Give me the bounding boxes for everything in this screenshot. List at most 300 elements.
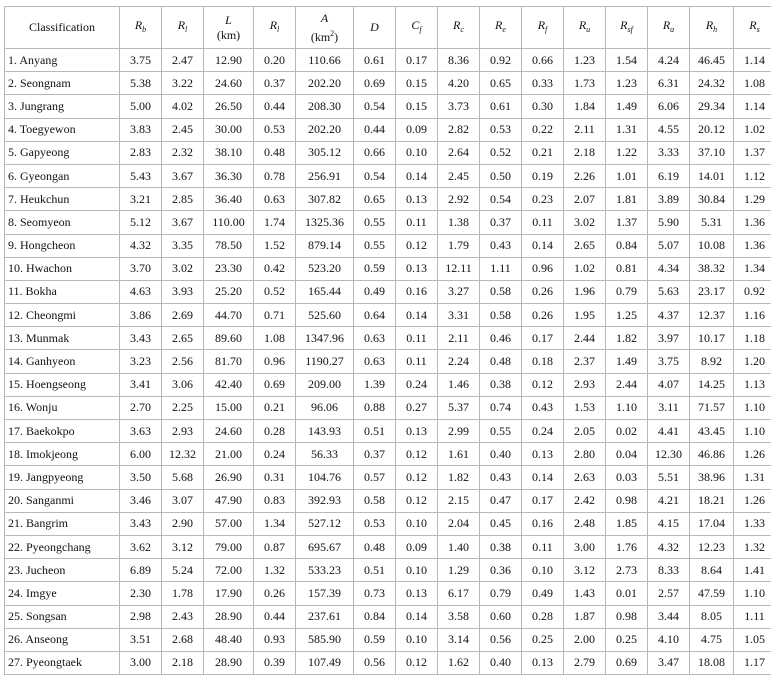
table-cell: 0.14: [396, 304, 438, 327]
table-cell: 12.32: [162, 443, 204, 466]
table-cell: 4.07: [648, 373, 690, 396]
table-cell: 1.14: [734, 49, 771, 72]
table-cell: 4.32: [648, 535, 690, 558]
header-subscript: c: [460, 25, 464, 34]
table-cell: 5.43: [120, 164, 162, 187]
table-cell: 1.02: [734, 118, 771, 141]
table-cell: 1.87: [564, 605, 606, 628]
table-cell: 1.20: [734, 350, 771, 373]
table-cell: 2.69: [162, 304, 204, 327]
table-cell: 1.49: [606, 95, 648, 118]
header-symbol: A: [321, 11, 328, 25]
table-cell: 3.47: [648, 651, 690, 674]
table-cell: 1.10: [734, 582, 771, 605]
table-cell: 1.38: [438, 211, 480, 234]
table-cell: 10.08: [690, 234, 734, 257]
table-cell: 0.17: [522, 327, 564, 350]
table-cell: 237.61: [296, 605, 354, 628]
table-cell: 0.63: [354, 327, 396, 350]
table-cell: 26.50: [204, 95, 254, 118]
table-cell: 47.90: [204, 489, 254, 512]
table-cell: 2.44: [606, 373, 648, 396]
table-cell: 1.18: [734, 327, 771, 350]
table-cell: 0.11: [396, 327, 438, 350]
table-cell: 0.13: [522, 443, 564, 466]
table-cell: 2.92: [438, 188, 480, 211]
header-classification: Classification: [5, 7, 120, 49]
table-cell: 2.85: [162, 188, 204, 211]
table-cell: 0.58: [480, 304, 522, 327]
table-cell: 18.08: [690, 651, 734, 674]
table-cell: 12.30: [648, 443, 690, 466]
table-cell: 0.83: [254, 489, 296, 512]
table-cell: 0.09: [396, 535, 438, 558]
table-cell: 28.90: [204, 605, 254, 628]
table-cell: 3.12: [162, 535, 204, 558]
table-cell: 3.63: [120, 420, 162, 443]
table-cell: 0.11: [522, 535, 564, 558]
table-cell: 527.12: [296, 512, 354, 535]
table-cell: 0.13: [396, 188, 438, 211]
table-cell: 26.90: [204, 466, 254, 489]
table-cell: 1.81: [606, 188, 648, 211]
header-col: [438, 7, 480, 49]
table-cell: 2.42: [564, 489, 606, 512]
table-cell: 0.55: [354, 211, 396, 234]
table-cell: 3.44: [648, 605, 690, 628]
header-col: [564, 7, 606, 49]
header-subscript: h: [713, 25, 717, 34]
table-cell: 8.64: [690, 559, 734, 582]
header-row: [5, 7, 771, 49]
table-cell: 1.10: [606, 396, 648, 419]
header-col: [254, 7, 296, 49]
table-cell: 0.23: [522, 188, 564, 211]
table-cell: 3.75: [120, 49, 162, 72]
table-cell: 29.34: [690, 95, 734, 118]
table-cell: 0.84: [354, 605, 396, 628]
table-cell: 0.69: [606, 651, 648, 674]
table-cell: 6.89: [120, 559, 162, 582]
table-cell: 0.79: [606, 280, 648, 303]
table-cell: 0.61: [354, 49, 396, 72]
table-cell: 0.78: [254, 164, 296, 187]
table-cell: 2.07: [564, 188, 606, 211]
table-cell: 107.49: [296, 651, 354, 674]
table-row: [5, 188, 771, 211]
table-cell: 2.65: [564, 234, 606, 257]
table-cell: 0.57: [354, 466, 396, 489]
table-cell: 2.11: [564, 118, 606, 141]
table-cell: 3.31: [438, 304, 480, 327]
table-cell: 3.33: [648, 141, 690, 164]
table-cell: 6.19: [648, 164, 690, 187]
table-cell: 3.50: [120, 466, 162, 489]
table-cell: 1.73: [564, 72, 606, 95]
header-subscript: f: [545, 25, 547, 34]
table-cell: 4.63: [120, 280, 162, 303]
table-cell: 585.90: [296, 628, 354, 651]
table-cell: 0.44: [354, 118, 396, 141]
header-col: [606, 7, 648, 49]
table-cell: 0.40: [480, 651, 522, 674]
table-cell: 0.25: [606, 628, 648, 651]
header-symbol: C: [411, 18, 419, 32]
table-cell: 0.10: [396, 512, 438, 535]
table-cell: 202.20: [296, 118, 354, 141]
table-cell: 96.06: [296, 396, 354, 419]
station-name: 6. Gyeongan: [5, 164, 120, 187]
header-col: [354, 7, 396, 49]
table-cell: 57.00: [204, 512, 254, 535]
table-cell: 1.40: [438, 535, 480, 558]
table-cell: 0.52: [480, 141, 522, 164]
table-cell: 3.43: [120, 512, 162, 535]
table-cell: 4.32: [120, 234, 162, 257]
table-cell: 0.28: [254, 420, 296, 443]
table-cell: 256.91: [296, 164, 354, 187]
table-row: [5, 651, 771, 674]
table-cell: 4.41: [648, 420, 690, 443]
table-cell: 3.02: [162, 257, 204, 280]
table-cell: 0.96: [254, 350, 296, 373]
table-cell: 392.93: [296, 489, 354, 512]
table-cell: 6.17: [438, 582, 480, 605]
table-cell: 0.10: [522, 559, 564, 582]
station-name: 26. Anseong: [5, 628, 120, 651]
table-cell: 1.78: [162, 582, 204, 605]
table-cell: 4.20: [438, 72, 480, 95]
header-subscript: sf: [628, 25, 633, 34]
table-cell: 0.10: [396, 141, 438, 164]
table-cell: 0.51: [354, 420, 396, 443]
table-cell: 0.12: [522, 373, 564, 396]
table-cell: 2.57: [648, 582, 690, 605]
table-cell: 1.08: [254, 327, 296, 350]
table-cell: 104.76: [296, 466, 354, 489]
table-cell: 6.00: [120, 443, 162, 466]
table-row: [5, 280, 771, 303]
table-cell: 0.33: [522, 72, 564, 95]
table-cell: 0.52: [254, 280, 296, 303]
table-cell: 3.07: [162, 489, 204, 512]
table-cell: 46.45: [690, 49, 734, 72]
table-cell: 0.13: [396, 420, 438, 443]
header-symbol: R: [453, 18, 460, 32]
station-name: 18. Imokjeong: [5, 443, 120, 466]
table-cell: 3.83: [120, 118, 162, 141]
table-cell: 0.73: [354, 582, 396, 605]
table-cell: 1.53: [564, 396, 606, 419]
table-cell: 3.62: [120, 535, 162, 558]
table-cell: 0.98: [606, 489, 648, 512]
table-row: [5, 164, 771, 187]
table-cell: 1.32: [734, 535, 771, 558]
table-cell: 89.60: [204, 327, 254, 350]
table-row: [5, 304, 771, 327]
table-cell: 1.12: [734, 164, 771, 187]
table-cell: 0.24: [254, 443, 296, 466]
table-row: [5, 489, 771, 512]
table-row: [5, 95, 771, 118]
table-cell: 0.26: [522, 280, 564, 303]
header-unit: (km: [311, 30, 330, 44]
table-cell: 0.64: [354, 304, 396, 327]
table-cell: 2.26: [564, 164, 606, 187]
table-cell: 3.41: [120, 373, 162, 396]
table-row: [5, 118, 771, 141]
table-cell: 1.08: [734, 72, 771, 95]
table-cell: 0.21: [254, 396, 296, 419]
table-cell: 1.82: [438, 466, 480, 489]
table-cell: 1.79: [438, 234, 480, 257]
table-cell: 0.37: [354, 443, 396, 466]
table-cell: 0.59: [354, 257, 396, 280]
table-cell: 1.31: [606, 118, 648, 141]
header-symbol: R: [135, 18, 142, 32]
table-cell: 0.10: [396, 559, 438, 582]
table-cell: 4.75: [690, 628, 734, 651]
table-cell: 0.16: [396, 280, 438, 303]
table-cell: 0.48: [254, 141, 296, 164]
table-cell: 3.27: [438, 280, 480, 303]
table-cell: 1.76: [606, 535, 648, 558]
table-cell: 202.20: [296, 72, 354, 95]
table-cell: 5.07: [648, 234, 690, 257]
table-cell: 8.05: [690, 605, 734, 628]
station-name: 10. Hwachon: [5, 257, 120, 280]
table-row: [5, 257, 771, 280]
table-cell: 0.30: [522, 95, 564, 118]
table-cell: 1.13: [734, 373, 771, 396]
table-cell: 0.59: [354, 628, 396, 651]
table-cell: 2.56: [162, 350, 204, 373]
table-cell: 21.00: [204, 443, 254, 466]
table-cell: 2.63: [564, 466, 606, 489]
table-cell: 165.44: [296, 280, 354, 303]
table-cell: 3.43: [120, 327, 162, 350]
table-cell: 0.79: [480, 582, 522, 605]
table-cell: 37.10: [690, 141, 734, 164]
table-cell: 0.13: [396, 257, 438, 280]
table-cell: 8.33: [648, 559, 690, 582]
table-cell: 0.54: [354, 95, 396, 118]
table-cell: 47.59: [690, 582, 734, 605]
table-cell: 3.00: [120, 651, 162, 674]
table-cell: 1.26: [734, 489, 771, 512]
table-cell: 23.17: [690, 280, 734, 303]
table-cell: 2.73: [606, 559, 648, 582]
table-cell: 10.17: [690, 327, 734, 350]
table-cell: 1.61: [438, 443, 480, 466]
header-col: [648, 7, 690, 49]
table-cell: 1.26: [734, 443, 771, 466]
table-row: [5, 350, 771, 373]
table-cell: 0.11: [396, 350, 438, 373]
station-name: 8. Seomyeon: [5, 211, 120, 234]
table-cell: 1.16: [734, 304, 771, 327]
header-subscript: b: [142, 25, 146, 34]
table-cell: 5.37: [438, 396, 480, 419]
station-name: 20. Sanganmi: [5, 489, 120, 512]
table-cell: 1.25: [606, 304, 648, 327]
header-symbol: R: [495, 18, 502, 32]
table-cell: 3.22: [162, 72, 204, 95]
table-cell: 0.03: [606, 466, 648, 489]
table-cell: 695.67: [296, 535, 354, 558]
header-col: [690, 7, 734, 49]
table-cell: 3.93: [162, 280, 204, 303]
table-cell: 0.31: [254, 466, 296, 489]
morphometric-table: [4, 6, 771, 675]
station-name: 11. Bokha: [5, 280, 120, 303]
table-cell: 0.65: [480, 72, 522, 95]
table-cell: 4.10: [648, 628, 690, 651]
table-cell: 0.14: [396, 605, 438, 628]
table-cell: 5.24: [162, 559, 204, 582]
header-unit-end: ): [334, 30, 338, 44]
table-cell: 0.55: [354, 234, 396, 257]
header-col: [522, 7, 564, 49]
table-cell: 23.30: [204, 257, 254, 280]
table-cell: 1.33: [734, 512, 771, 535]
table-cell: 2.15: [438, 489, 480, 512]
station-name: 3. Jungrang: [5, 95, 120, 118]
table-cell: 3.75: [648, 350, 690, 373]
table-body: [5, 49, 771, 675]
table-cell: 4.15: [648, 512, 690, 535]
table-cell: 2.24: [438, 350, 480, 373]
station-name: 27. Pyeongtaek: [5, 651, 120, 674]
table-cell: 0.96: [522, 257, 564, 280]
table-cell: 8.92: [690, 350, 734, 373]
table-cell: 1.02: [564, 257, 606, 280]
table-cell: 0.14: [396, 164, 438, 187]
table-cell: 0.16: [522, 512, 564, 535]
table-cell: 1.82: [606, 327, 648, 350]
table-cell: 0.40: [480, 443, 522, 466]
table-cell: 2.93: [162, 420, 204, 443]
table-cell: 4.24: [648, 49, 690, 72]
table-cell: 2.64: [438, 141, 480, 164]
table-cell: 0.12: [396, 443, 438, 466]
station-name: 25. Songsan: [5, 605, 120, 628]
table-cell: 0.17: [522, 489, 564, 512]
table-cell: 0.92: [480, 49, 522, 72]
table-cell: 1.49: [606, 350, 648, 373]
table-cell: 0.18: [522, 350, 564, 373]
header-subscript: a: [670, 25, 674, 34]
table-cell: 1.01: [606, 164, 648, 187]
table-cell: 0.63: [354, 350, 396, 373]
table-cell: 2.04: [438, 512, 480, 535]
table-cell: 3.02: [564, 211, 606, 234]
table-cell: 110.00: [204, 211, 254, 234]
table-cell: 8.36: [438, 49, 480, 72]
table-cell: 3.23: [120, 350, 162, 373]
table-cell: 0.01: [606, 582, 648, 605]
header-col: [120, 7, 162, 49]
table-cell: 0.66: [354, 141, 396, 164]
table-cell: 0.13: [522, 651, 564, 674]
table-cell: 0.28: [522, 605, 564, 628]
header-symbol: L: [225, 13, 232, 27]
table-cell: 46.86: [690, 443, 734, 466]
header-subscript: u: [586, 25, 590, 34]
table-cell: 1325.36: [296, 211, 354, 234]
table-cell: 4.37: [648, 304, 690, 327]
table-cell: 0.22: [522, 118, 564, 141]
table-cell: 71.57: [690, 396, 734, 419]
table-cell: 3.73: [438, 95, 480, 118]
table-row: [5, 327, 771, 350]
table-cell: 4.21: [648, 489, 690, 512]
table-cell: 2.18: [162, 651, 204, 674]
table-cell: 0.66: [522, 49, 564, 72]
header-col: [204, 7, 254, 49]
table-cell: 12.37: [690, 304, 734, 327]
table-cell: 0.09: [396, 118, 438, 141]
table-cell: 72.00: [204, 559, 254, 582]
table-cell: 0.38: [480, 535, 522, 558]
table-cell: 0.26: [522, 304, 564, 327]
table-cell: 36.40: [204, 188, 254, 211]
station-name: 7. Heukchun: [5, 188, 120, 211]
table-cell: 1.11: [734, 605, 771, 628]
table-cell: 0.14: [522, 466, 564, 489]
header-symbol: R: [620, 18, 627, 32]
table-row: [5, 141, 771, 164]
table-row: [5, 49, 771, 72]
table-cell: 4.02: [162, 95, 204, 118]
header-subscript: s: [757, 25, 760, 34]
table-cell: 1.11: [480, 257, 522, 280]
table-cell: 4.34: [648, 257, 690, 280]
table-cell: 0.81: [606, 257, 648, 280]
table-cell: 0.50: [480, 164, 522, 187]
table-cell: 0.15: [396, 72, 438, 95]
table-cell: 0.45: [480, 512, 522, 535]
table-cell: 5.38: [120, 72, 162, 95]
table-cell: 0.60: [480, 605, 522, 628]
table-cell: 78.50: [204, 234, 254, 257]
station-name: 16. Wonju: [5, 396, 120, 419]
table-cell: 0.65: [354, 188, 396, 211]
table-cell: 0.87: [254, 535, 296, 558]
table-cell: 1.05: [734, 628, 771, 651]
table-cell: 2.83: [120, 141, 162, 164]
table-cell: 0.11: [522, 211, 564, 234]
table-cell: 1.23: [606, 72, 648, 95]
station-name: 14. Ganhyeon: [5, 350, 120, 373]
table-cell: 56.33: [296, 443, 354, 466]
table-cell: 0.02: [606, 420, 648, 443]
table-cell: 1.10: [734, 396, 771, 419]
table-cell: 0.44: [254, 95, 296, 118]
table-row: [5, 582, 771, 605]
table-cell: 1.36: [734, 234, 771, 257]
table-cell: 0.39: [254, 651, 296, 674]
table-cell: 1.37: [734, 141, 771, 164]
table-cell: 2.05: [564, 420, 606, 443]
table-cell: 2.32: [162, 141, 204, 164]
table-cell: 2.48: [564, 512, 606, 535]
table-cell: 14.01: [690, 164, 734, 187]
station-name: 22. Pyeongchang: [5, 535, 120, 558]
table-cell: 157.39: [296, 582, 354, 605]
table-cell: 0.48: [354, 535, 396, 558]
header-col: [480, 7, 522, 49]
